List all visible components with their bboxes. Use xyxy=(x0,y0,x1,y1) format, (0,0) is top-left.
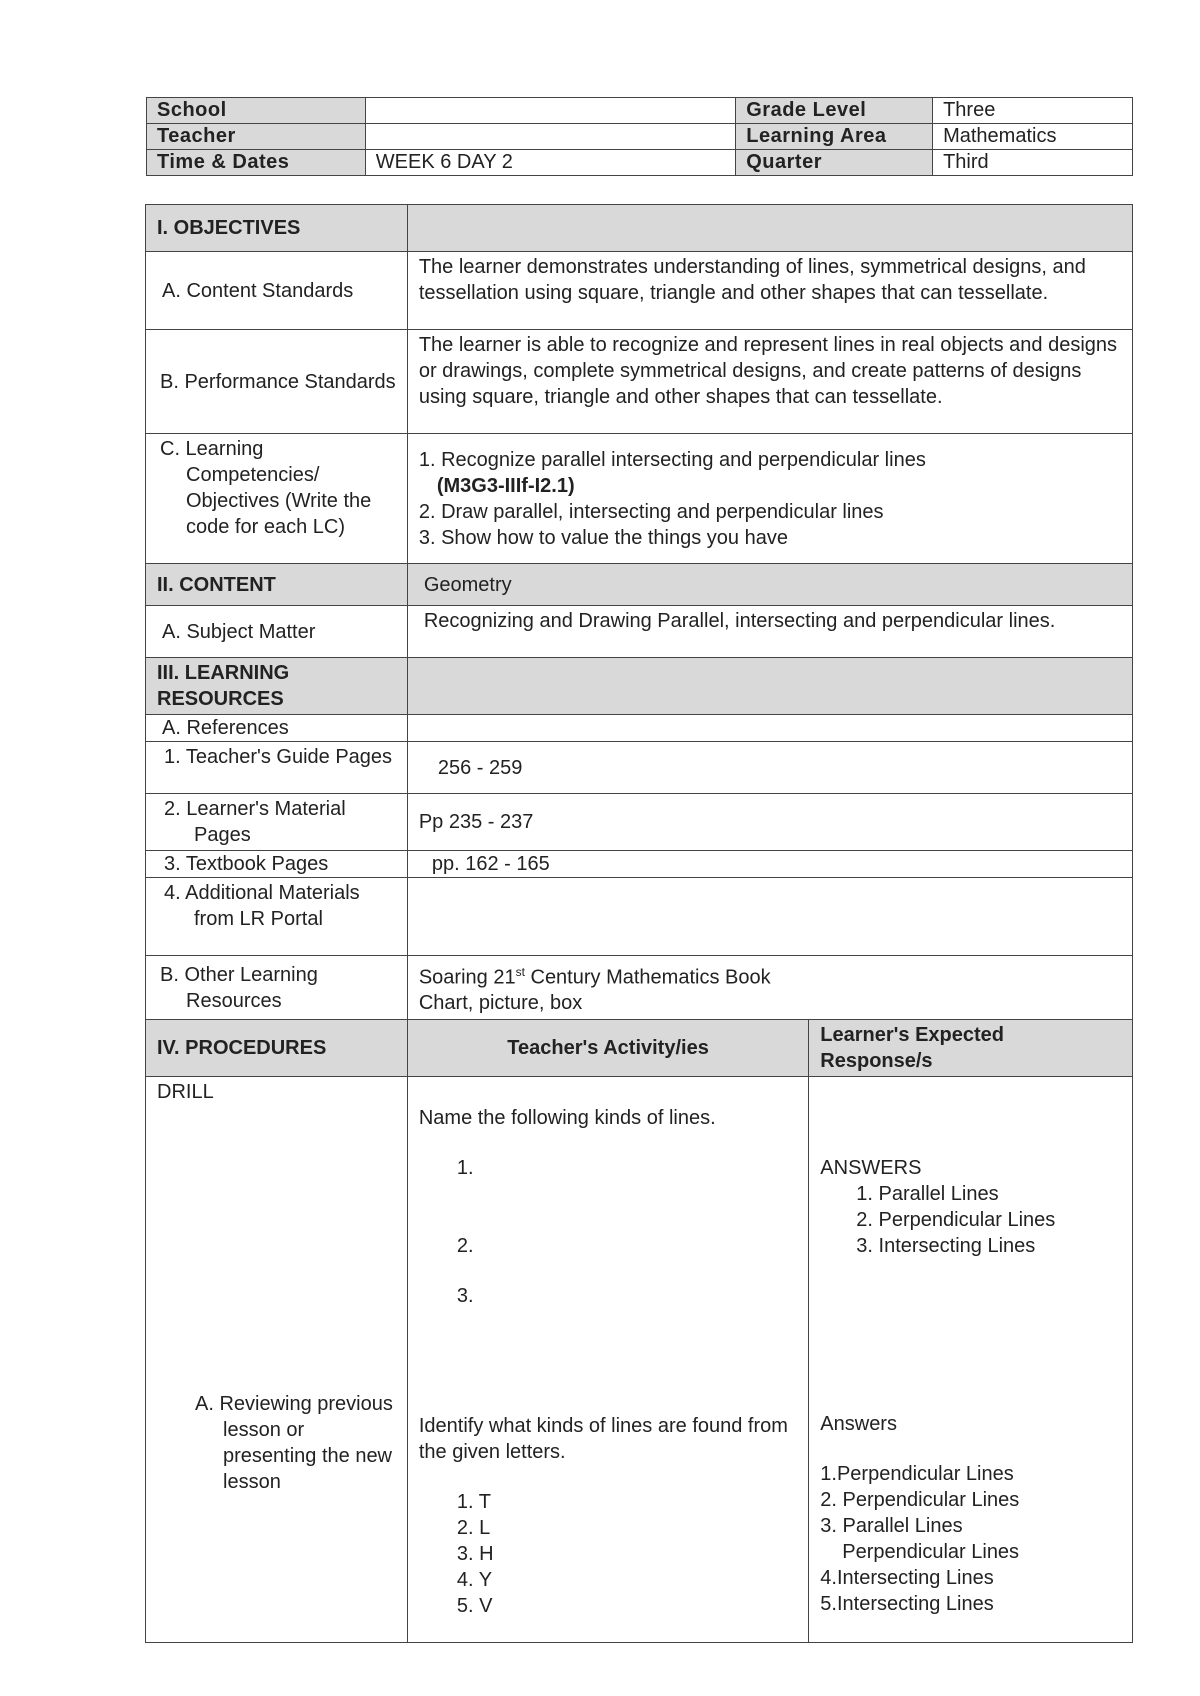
teachers-guide-row xyxy=(146,742,1133,794)
performance-standards-text: The learner is able to recognize and represent lines in real objects and designs or drawings, complete symmetrical designs, and create patterns of designs using square, triangle and other shapes that can tessellate. xyxy=(407,330,1132,434)
letter-5: 5. V xyxy=(456,1595,493,1617)
quarter-label: Quarter xyxy=(736,150,933,176)
teachers-guide-value: 256 - 259 xyxy=(407,742,1132,794)
grade-level-value: Three xyxy=(933,98,1133,124)
references-label: A. References xyxy=(146,715,408,742)
drill-item-3: 3. xyxy=(456,1285,474,1307)
objectives-heading: I. OBJECTIVES xyxy=(146,205,408,252)
answer2-1: 1.Perpendicular Lines xyxy=(820,1463,1014,1485)
quarter-value: Third xyxy=(933,150,1133,176)
learner-response-heading: Learner's Expected Response/s xyxy=(809,1020,1133,1077)
review-label: A. Reviewing previous lesson or presenting the new lesson xyxy=(195,1393,393,1493)
grade-level-label: Grade Level xyxy=(736,98,933,124)
header-row-teacher xyxy=(147,124,1133,150)
identify-prompt: Identify what kinds of lines are found from the given letters. xyxy=(418,1415,788,1463)
learners-material-label: 2. Learner's Material Pages xyxy=(146,794,408,851)
letter-4: 4. Y xyxy=(456,1569,493,1591)
teachers-guide-label: 1. Teacher's Guide Pages xyxy=(146,742,408,794)
competency-2: 2. Draw parallel, intersecting and perpendicular lines xyxy=(418,500,884,523)
other-resources-row xyxy=(146,956,1133,1020)
resources-heading-row xyxy=(146,658,1133,715)
subject-matter-label: A. Subject Matter xyxy=(146,606,408,658)
drill-item-1: 1. xyxy=(456,1157,474,1179)
teacher-activity-cell xyxy=(407,1077,808,1643)
content-value: Geometry xyxy=(407,564,1132,606)
answer-1: 1. Parallel Lines xyxy=(856,1183,999,1205)
additional-materials-value xyxy=(407,878,1132,956)
drill-row xyxy=(146,1077,1133,1643)
performance-standards-row xyxy=(146,330,1133,434)
learners-material-value: Pp 235 - 237 xyxy=(407,794,1132,851)
drill-cell xyxy=(146,1077,408,1643)
drill-label: DRILL xyxy=(157,1081,214,1103)
other-resources-value xyxy=(407,956,1132,1020)
references-blank xyxy=(407,715,1132,742)
learners-material-row xyxy=(146,794,1133,851)
resources-heading-blank xyxy=(407,658,1132,715)
dates-value: WEEK 6 DAY 2 xyxy=(365,150,735,176)
subject-matter-row xyxy=(146,606,1133,658)
header-table xyxy=(146,97,1133,176)
other-resources-text-a: Soaring 21 xyxy=(418,966,516,989)
school-label: School xyxy=(147,98,366,124)
answer2-3b: Perpendicular Lines xyxy=(842,1541,1020,1563)
content-heading-row xyxy=(146,564,1133,606)
textbook-value: pp. 162 - 165 xyxy=(407,851,1132,878)
teacher-activity-heading: Teacher's Activity/ies xyxy=(407,1020,808,1077)
other-resources-label: B. Other Learning Resources xyxy=(146,956,408,1020)
competencies-label: C. Learning Competencies/ Objectives (Write the code for each LC) xyxy=(146,434,408,564)
other-resources-line-2: Chart, picture, box xyxy=(418,992,583,1015)
procedures-heading-row xyxy=(146,1020,1133,1077)
header-row-dates xyxy=(147,150,1133,176)
resources-heading: III. LEARNING RESOURCES xyxy=(146,658,408,715)
lesson-plan-table xyxy=(145,204,1133,1643)
answer2-4: 4.Intersecting Lines xyxy=(820,1567,994,1589)
textbook-row xyxy=(146,851,1133,878)
answers-title: ANSWERS xyxy=(820,1157,922,1179)
drill-item-2: 2. xyxy=(456,1235,474,1257)
objectives-heading-row xyxy=(146,205,1133,252)
competencies-row xyxy=(146,434,1133,564)
content-heading: II. CONTENT xyxy=(146,564,408,606)
other-resources-sup: st xyxy=(515,964,525,979)
other-resources-line-1 xyxy=(419,959,1121,991)
references-row xyxy=(146,715,1133,742)
procedures-heading: IV. PROCEDURES xyxy=(146,1020,408,1077)
content-standards-row xyxy=(146,252,1133,330)
answer-3: 3. Intersecting Lines xyxy=(856,1235,1036,1257)
competency-3: 3. Show how to value the things you have xyxy=(418,526,788,549)
letter-1: 1. T xyxy=(456,1491,491,1513)
teacher-value xyxy=(365,124,735,150)
additional-materials-label: 4. Additional Materials from LR Portal xyxy=(146,878,408,956)
school-value xyxy=(365,98,735,124)
other-resources-text-b: Century Mathematics Book xyxy=(524,966,771,989)
competency-code: (M3G3-IIIf-I2.1) xyxy=(436,474,575,497)
competencies-list xyxy=(407,434,1132,564)
learning-area-label: Learning Area xyxy=(736,124,933,150)
teacher-label: Teacher xyxy=(147,124,366,150)
additional-materials-row xyxy=(146,878,1133,956)
answer2-3: 3. Parallel Lines xyxy=(820,1515,963,1537)
content-standards-text: The learner demonstrates understanding of lines, symmetrical designs, and tessellation using square, triangle and other shapes that can tessellate. xyxy=(407,252,1132,330)
letter-2: 2. L xyxy=(456,1517,491,1539)
objectives-heading-blank xyxy=(407,205,1132,252)
letter-3: 3. H xyxy=(456,1543,494,1565)
learning-area-value: Mathematics xyxy=(933,124,1133,150)
textbook-label: 3. Textbook Pages xyxy=(146,851,408,878)
performance-standards-label: B. Performance Standards xyxy=(146,330,408,434)
dates-label: Time & Dates xyxy=(147,150,366,176)
learner-response-cell xyxy=(809,1077,1133,1643)
drill-prompt: Name the following kinds of lines. xyxy=(418,1107,716,1129)
content-standards-label: A. Content Standards xyxy=(146,252,408,330)
answer2-5: 5.Intersecting Lines xyxy=(820,1593,994,1615)
competency-1: 1. Recognize parallel intersecting and perpendicular lines xyxy=(418,448,926,471)
answer2-2: 2. Perpendicular Lines xyxy=(820,1489,1020,1511)
subject-matter-text: Recognizing and Drawing Parallel, intersecting and perpendicular lines. xyxy=(407,606,1132,658)
header-row-school xyxy=(147,98,1133,124)
answers2-title: Answers xyxy=(820,1413,897,1435)
answer-2: 2. Perpendicular Lines xyxy=(856,1209,1056,1231)
